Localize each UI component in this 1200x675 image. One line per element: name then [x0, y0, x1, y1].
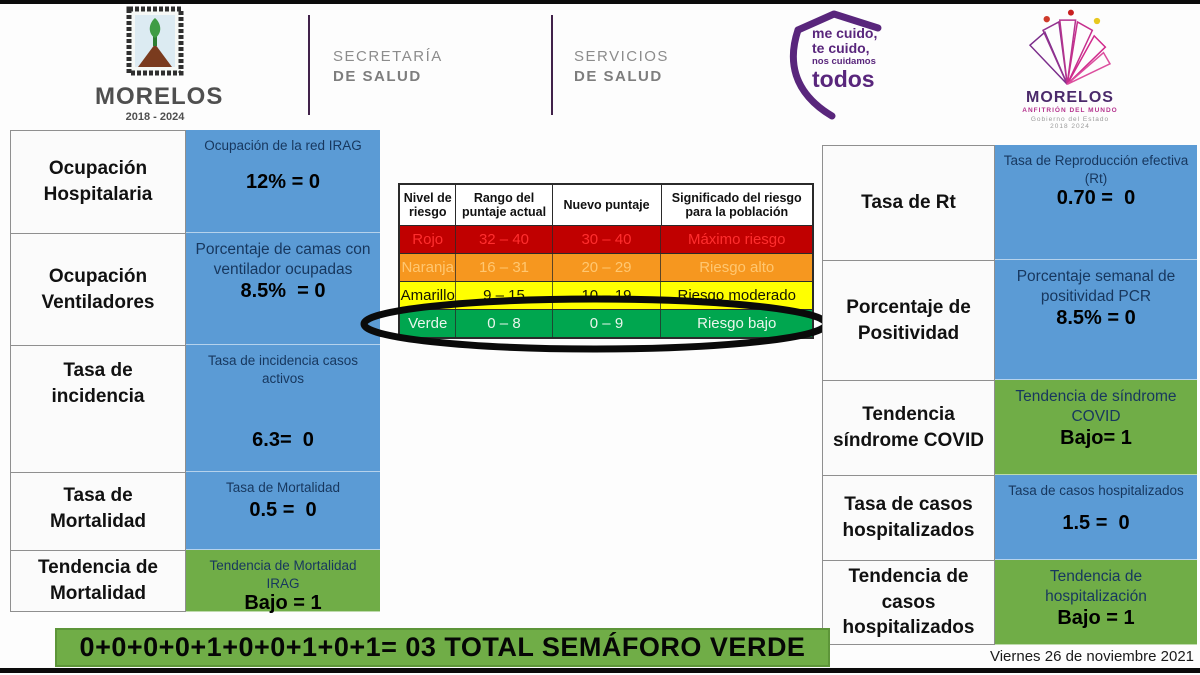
indicator-value-cell — [995, 260, 1197, 380]
risk-meaning: Riesgo bajo — [697, 315, 777, 332]
indicator-score: Bajo = 1 — [1057, 607, 1135, 630]
me-cuido-line3: nos cuidamos — [812, 56, 876, 68]
table-row — [10, 233, 380, 345]
table-row — [10, 345, 380, 472]
indicator-value-cell — [995, 475, 1197, 560]
risk-range-actual: 32 – 40 — [456, 226, 552, 253]
total-semaforo-bar: 0+0+0+0+1+0+0+1+0+1= 03 TOTAL SEMÁFORO VERDE — [55, 628, 830, 667]
column-header: Rango del puntaje actual — [456, 185, 552, 225]
indicator-label: Tasa de Mortalidad — [10, 472, 186, 550]
indicator-desc: Tasa de Reproducción efectiva (Rt) — [1003, 153, 1189, 186]
indicator-score: Bajo= 1 — [1060, 427, 1132, 450]
indicator-label: Tasa de incidencia — [10, 345, 186, 472]
report-date: Viernes 26 de noviembre 2021 — [989, 648, 1194, 665]
risk-range-new: 30 – 40 — [553, 226, 662, 253]
risk-range-new: 0 – 9 — [553, 310, 662, 337]
servicios-de-salud-logo — [574, 47, 669, 88]
risk-row-amarillo — [400, 281, 812, 309]
risk-meaning: Máximo riesgo — [687, 231, 786, 248]
indicator-score: 8.5% = 0 — [1056, 307, 1136, 330]
table-row — [10, 550, 380, 615]
me-cuido-line4: todos — [812, 66, 875, 93]
morelos-coat-of-arms-logo — [95, 6, 224, 123]
servicios-line1: SERVICIOS — [574, 48, 669, 65]
indicator-desc: Tendencia de Mortalidad IRAG — [209, 558, 357, 591]
coat-of-arms-icon — [126, 6, 184, 76]
indicator-score: 12% = 0 — [246, 170, 320, 193]
indicator-value-cell — [995, 560, 1197, 645]
me-cuido-logo — [782, 8, 894, 120]
table-row — [822, 260, 1197, 380]
me-cuido-line2: te cuido, — [812, 39, 870, 56]
secretaria-line1: SECRETARÍA — [333, 48, 443, 65]
risk-range-actual: 16 – 31 — [456, 254, 552, 281]
indicator-label: Tasa de casos hospitalizados — [822, 475, 995, 560]
table-row — [822, 560, 1197, 645]
indicator-label: Porcentaje de Positividad — [822, 260, 995, 380]
lotus-tagline: ANFITRIÓN DEL MUNDO — [1022, 107, 1118, 114]
indicator-value-cell — [186, 472, 380, 550]
risk-row-verde — [400, 309, 812, 337]
risk-row-rojo — [400, 225, 812, 253]
indicator-label: Ocupación Ventiladores — [10, 233, 186, 345]
risk-meaning: Riesgo alto — [699, 259, 775, 276]
seal-title: MORELOS — [95, 83, 224, 110]
risk-level: Amarillo — [400, 282, 456, 309]
secretaria-de-salud-logo — [333, 47, 443, 88]
column-header: Nivel de riesgo — [400, 185, 456, 225]
indicator-label: Ocupación Hospitalaria — [10, 130, 186, 233]
indicator-value-cell — [186, 550, 380, 615]
risk-row-naranja — [400, 253, 812, 281]
lotus-gov: Gobierno del Estado — [1030, 116, 1110, 123]
table-row — [822, 380, 1197, 475]
lotus-icon — [1015, 8, 1125, 88]
secretaria-line2: DE SALUD — [333, 68, 422, 86]
risk-range-actual: 9 – 15 — [456, 282, 552, 309]
risk-meaning: Riesgo moderado — [677, 287, 796, 304]
top-border — [0, 0, 1200, 4]
indicator-score: Bajo = 1 — [244, 592, 322, 615]
indicator-desc: Tendencia de hospitalización — [1045, 568, 1147, 606]
risk-level-table — [398, 183, 814, 339]
seal-years: 2018 - 2024 — [125, 111, 185, 123]
table-row — [822, 475, 1197, 560]
risk-range-new: 20 – 29 — [553, 254, 662, 281]
table-row — [10, 472, 380, 550]
indicator-label: Tasa de Rt — [822, 145, 995, 260]
risk-table-header — [400, 185, 812, 225]
indicator-desc: Ocupación de la red IRAG — [204, 138, 362, 153]
lotus-title: MORELOS — [1026, 89, 1114, 106]
me-cuido-line1: me cuido, — [812, 25, 878, 41]
risk-level: Verde — [400, 310, 456, 337]
morelos-anfitrion-logo — [1010, 8, 1130, 130]
indicator-label: Tendencia de Mortalidad — [10, 550, 186, 612]
indicator-label: Tendencia de casos hospitalizados — [822, 560, 995, 645]
indicator-score: 0.5 = 0 — [249, 498, 317, 521]
risk-range-actual: 0 – 8 — [456, 310, 552, 337]
me-cuido-text — [812, 26, 877, 91]
lotus-years: 2018 2024 — [1050, 123, 1090, 130]
column-header: Nuevo puntaje — [553, 185, 662, 225]
right-indicators-table — [822, 145, 1197, 645]
indicator-score: 6.3= 0 — [252, 429, 314, 452]
indicator-desc: Tendencia de síndrome COVID — [1015, 388, 1177, 426]
indicator-score: 0.70 = 0 — [1056, 187, 1136, 210]
indicator-desc: Tasa de Mortalidad — [225, 480, 341, 495]
servicios-line2: DE SALUD — [574, 68, 663, 86]
indicator-value-cell — [186, 345, 380, 472]
indicator-desc: Porcentaje de camas con ventilador ocupadas — [195, 241, 371, 279]
table-row — [822, 145, 1197, 260]
risk-level: Rojo — [400, 226, 456, 253]
header-divider — [551, 15, 553, 115]
column-header: Significado del riesgo para la población — [671, 190, 802, 219]
indicator-desc: Tasa de incidencia casos activos — [207, 353, 359, 386]
indicator-value-cell — [186, 233, 380, 345]
risk-level: Naranja — [400, 254, 456, 281]
indicator-score: 8.5% = 0 — [240, 280, 326, 303]
table-row — [10, 130, 380, 233]
indicator-desc: Porcentaje semanal de positividad PCR — [1016, 268, 1176, 306]
indicator-score: 1.5 = 0 — [1062, 511, 1130, 534]
indicator-value-cell — [995, 380, 1197, 475]
bottom-border — [0, 668, 1200, 673]
indicator-label: Tendencia síndrome COVID — [822, 380, 995, 475]
indicator-desc: Tasa de casos hospitalizados — [1008, 483, 1184, 498]
risk-range-new: 10 – 19 — [553, 282, 662, 309]
indicator-value-cell — [186, 130, 380, 233]
indicator-value-cell — [995, 145, 1197, 260]
left-indicators-table — [10, 130, 380, 615]
header-divider — [308, 15, 310, 115]
